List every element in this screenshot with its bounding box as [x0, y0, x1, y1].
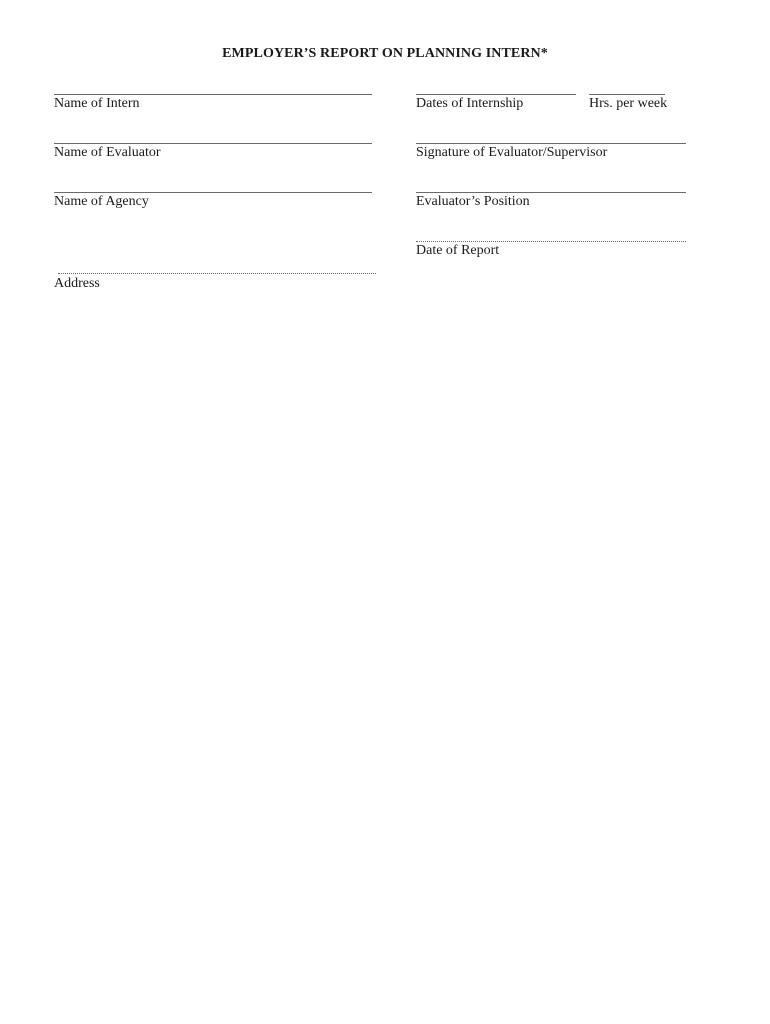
- agency-name-label: Name of Agency: [54, 194, 149, 209]
- date-of-report-field[interactable]: [416, 241, 686, 242]
- address-field[interactable]: [58, 273, 376, 274]
- hours-per-week-field[interactable]: [589, 94, 665, 95]
- agency-name-field[interactable]: [54, 192, 372, 193]
- page-title: EMPLOYER’S REPORT ON PLANNING INTERN*: [222, 46, 548, 61]
- intern-name-label: Name of Intern: [54, 96, 140, 111]
- evaluator-signature-field[interactable]: [416, 143, 686, 144]
- intern-name-field[interactable]: [54, 94, 372, 95]
- dates-of-internship-label: Dates of Internship: [416, 96, 524, 111]
- evaluator-position-label: Evaluator’s Position: [416, 194, 530, 209]
- evaluator-name-field[interactable]: [54, 143, 372, 144]
- address-label: Address: [54, 276, 100, 291]
- hours-per-week-label: Hrs. per week: [589, 96, 668, 111]
- evaluator-signature-label: Signature of Evaluator/Supervisor: [416, 145, 608, 160]
- date-of-report-label: Date of Report: [416, 243, 500, 258]
- evaluator-position-field[interactable]: [416, 192, 686, 193]
- dates-of-internship-field[interactable]: [416, 94, 576, 95]
- evaluator-name-label: Name of Evaluator: [54, 145, 161, 160]
